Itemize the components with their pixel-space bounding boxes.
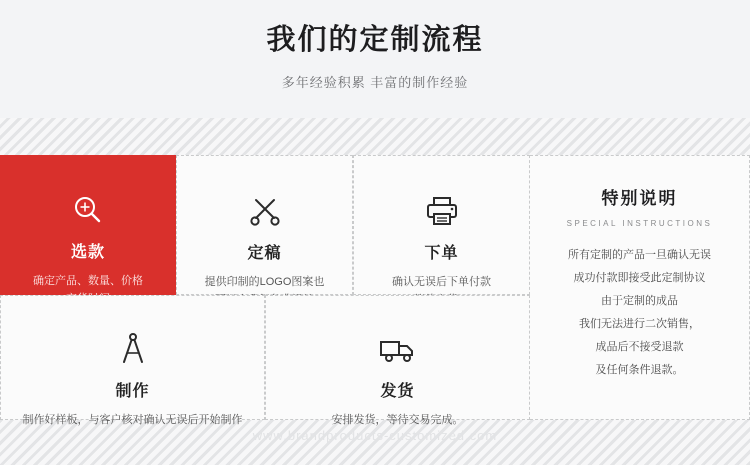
step-title: 选款: [70, 244, 105, 261]
process-grid: [0, 155, 750, 426]
magnifier-icon: [0, 173, 176, 227]
step-desc-line: 安排发货，等待交易完成。: [331, 414, 464, 426]
page-header: [0, 0, 750, 118]
special-line: 所有定制的产品一旦确认无误: [568, 249, 711, 261]
step-title: 制作: [115, 383, 150, 400]
step-desc-line: 制作好样板，与客户核对确认无误后开始制作: [22, 414, 243, 426]
step-desc: [266, 411, 529, 429]
special-line: 由于定制的成品: [601, 295, 678, 307]
step-card-ship[interactable]: [265, 295, 530, 426]
step-desc: [1, 411, 264, 429]
page-subtitle: 多年经验积累 丰富的制作经验: [281, 75, 469, 90]
special-lines: [530, 244, 749, 382]
step-desc-line: 确定产品、数量、价格: [33, 275, 143, 287]
step-card-select[interactable]: [0, 155, 176, 295]
compass-icon: [1, 312, 264, 366]
step-card-finalize[interactable]: [176, 155, 353, 295]
step-title: 下单: [424, 245, 459, 262]
step-card-order[interactable]: [353, 155, 530, 295]
special-line: 成功付款即接受此定制协议: [573, 272, 706, 284]
special-title: 特别说明: [601, 189, 678, 208]
truck-icon: [266, 312, 529, 366]
page-title: 我们的定制流程: [266, 24, 484, 56]
special-line: 我们无法进行二次销售，: [579, 318, 700, 330]
watermark: www.brandproducts-customized.com: [252, 428, 498, 443]
special-subtitle: SPECIAL INSTRUCTIONS: [566, 219, 713, 228]
special-line: 成品后不接受退款: [595, 341, 684, 353]
step-title: 定稿: [247, 245, 282, 262]
printer-icon: [354, 174, 529, 228]
step-desc-line: 提供印制的LOGO图案也: [204, 276, 325, 288]
step-desc-line: 确认无误后下单付款: [392, 276, 491, 288]
special-line: 及任何条件退款。: [595, 364, 684, 376]
step-card-produce[interactable]: [0, 295, 265, 426]
step-title: 发货: [380, 383, 415, 400]
scissors-icon: [177, 174, 352, 228]
special-instructions-panel: [530, 155, 750, 420]
